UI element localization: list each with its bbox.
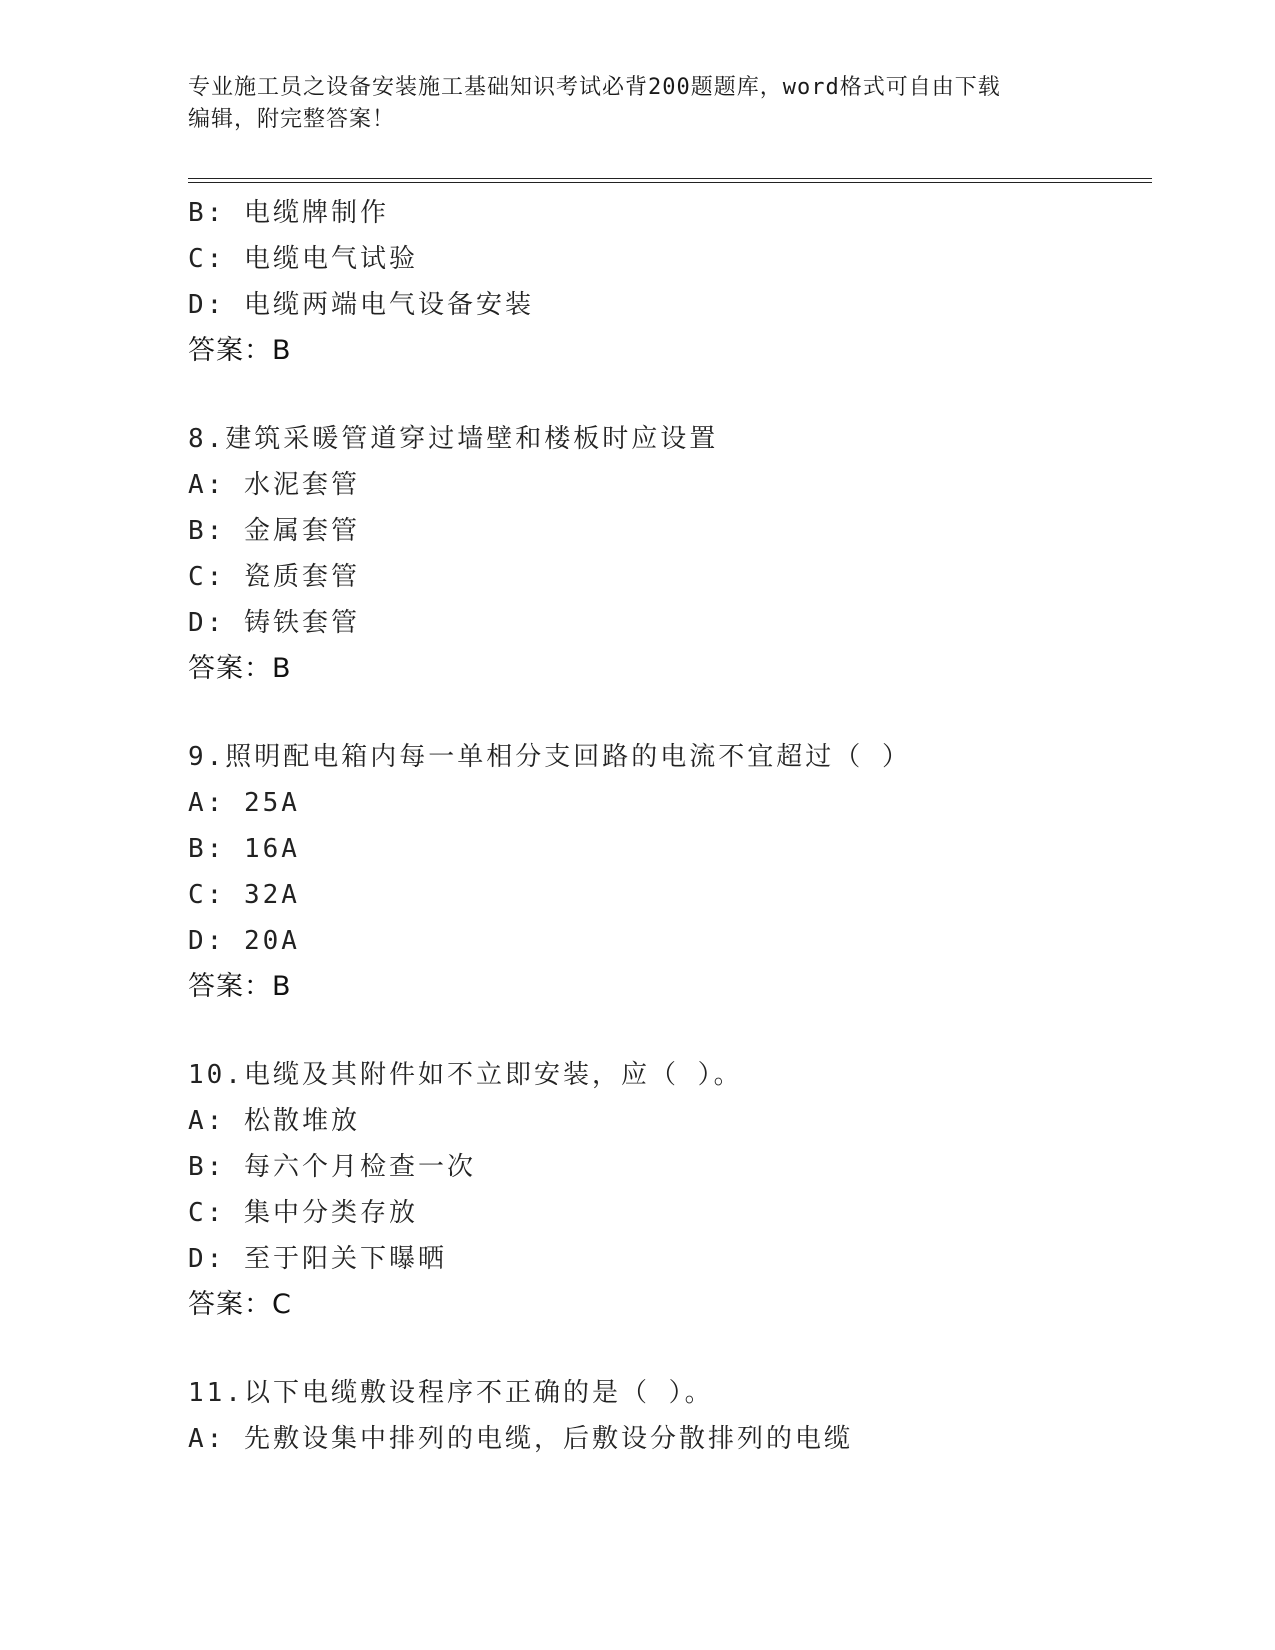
option-b: B: 金属套管 (188, 516, 360, 546)
question-block (188, 734, 1152, 1010)
option-b: B: 电缆牌制作 (188, 198, 389, 228)
option-d: D: 铸铁套管 (188, 608, 360, 638)
question-block (188, 190, 1152, 374)
option-a: A: 25A (188, 788, 300, 818)
header-divider (188, 178, 1152, 183)
option-a: A: 先敷设集中排列的电缆，后敷设分散排列的电缆 (188, 1424, 853, 1454)
question-block (188, 1052, 1152, 1328)
question-text: 9.照明配电箱内每一单相分支回路的电流不宜超过（ ） (188, 742, 911, 772)
option-c: C: 32A (188, 880, 300, 910)
option-d: D: 20A (188, 926, 300, 956)
question-text: 11.以下电缆敷设程序不正确的是（ ）。 (188, 1378, 714, 1408)
document-header (188, 72, 1068, 136)
option-a: A: 松散堆放 (188, 1106, 360, 1136)
question-text: 8.建筑采暖管道穿过墙壁和楼板时应设置 (188, 424, 719, 454)
option-d: D: 至于阳关下曝晒 (188, 1244, 447, 1274)
question-block (188, 1370, 1152, 1462)
answer-line: 答案：B (188, 653, 292, 684)
header-title-line1: 专业施工员之设备安装施工基础知识考试必背200题题库，word格式可自由下载 (188, 75, 1001, 100)
option-b: B: 16A (188, 834, 300, 864)
option-d: D: 电缆两端电气设备安装 (188, 290, 534, 320)
answer-line: 答案：C (188, 1289, 292, 1320)
header-title-line2: 编辑，附完整答案！ (188, 107, 396, 132)
answer-line: 答案：B (188, 335, 292, 366)
option-c: C: 瓷质套管 (188, 562, 360, 592)
answer-line: 答案：B (188, 971, 292, 1002)
question-block (188, 416, 1152, 692)
option-c: C: 电缆电气试验 (188, 244, 418, 274)
option-a: A: 水泥套管 (188, 470, 360, 500)
option-b: B: 每六个月检查一次 (188, 1152, 476, 1182)
question-text: 10.电缆及其附件如不立即安装，应（ ）。 (188, 1060, 743, 1090)
question-list (188, 190, 1152, 1462)
option-c: C: 集中分类存放 (188, 1198, 418, 1228)
